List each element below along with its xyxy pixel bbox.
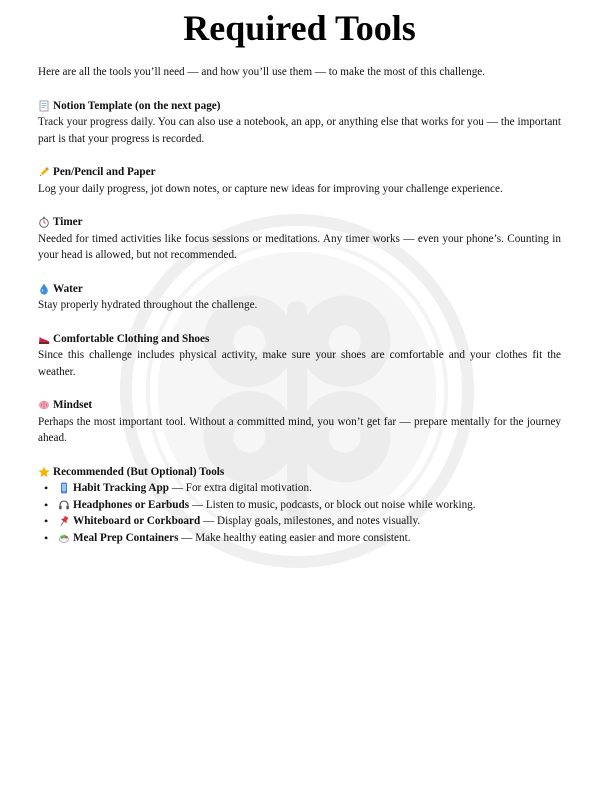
headphones-icon xyxy=(58,499,70,511)
optional-tool-item xyxy=(58,480,561,497)
brain-icon xyxy=(38,399,50,411)
droplet-icon xyxy=(38,283,50,295)
optional-tool-name: Meal Prep Containers xyxy=(73,531,179,544)
optional-tool-desc: — Listen to music, podcasts, or block out noise while working. xyxy=(189,498,476,511)
optional-tool-name: Habit Tracking App xyxy=(73,482,169,494)
tool-section-title: Pen/Pencil and Paper xyxy=(53,166,156,178)
intro-text: Here are all the tools you’ll need — and how you’ll use them — to make the most of this challenge. xyxy=(38,66,486,78)
tool-section-body: Log your daily progress, jot down notes, or capture new ideas for improving your challenge experience. xyxy=(38,182,503,195)
tool-section-heading xyxy=(38,281,561,298)
tool-section-title: Notion Template (on the next page) xyxy=(53,99,221,112)
optional-tool-name: Headphones or Earbuds xyxy=(73,498,190,511)
tool-section-heading xyxy=(38,164,561,181)
tool-section xyxy=(38,164,561,197)
salad-icon xyxy=(58,532,70,544)
tool-section-title: Timer xyxy=(53,216,83,228)
stopwatch-icon xyxy=(38,216,50,228)
pushpin-icon xyxy=(58,515,70,527)
tool-section-body: Stay properly hydrated throughout the challenge. xyxy=(38,299,258,311)
optional-tools-heading xyxy=(38,464,561,481)
page-title: Required Tools xyxy=(183,8,416,48)
pencil-icon xyxy=(38,166,50,178)
tool-section-title: Mindset xyxy=(53,399,93,411)
tool-section-body: Perhaps the most important tool. Without a committed mind, you won’t get far — prepare mentally for the journey ahead. xyxy=(38,415,561,444)
tool-section-heading xyxy=(38,397,561,414)
tool-section-title: Water xyxy=(53,282,83,295)
tool-section xyxy=(38,98,561,148)
optional-tool-item xyxy=(58,497,561,514)
tool-section xyxy=(38,281,561,314)
shoe-icon xyxy=(38,333,50,345)
tool-section-body: Since this challenge includes physical activity, make sure your shoes are comfortable and your clothes fit the weather. xyxy=(38,349,561,378)
optional-tools-section xyxy=(38,464,561,547)
tool-section-heading xyxy=(38,98,561,115)
phone-icon xyxy=(58,482,70,494)
tool-section xyxy=(38,331,561,381)
optional-tools-list xyxy=(38,480,561,546)
optional-tool-name: Whiteboard or Corkboard xyxy=(73,515,201,527)
tool-section-heading xyxy=(38,214,561,231)
tool-sections xyxy=(38,98,561,447)
memo-icon xyxy=(38,100,50,112)
optional-tool-desc: — Make healthy eating easier and more consistent. xyxy=(178,531,411,544)
tool-section xyxy=(38,214,561,264)
tool-section-heading xyxy=(38,331,561,348)
optional-tool-item xyxy=(58,513,561,530)
tool-section-title: Comfortable Clothing and Shoes xyxy=(53,332,210,345)
star-icon xyxy=(38,466,50,478)
tool-section xyxy=(38,397,561,447)
tool-section-body: Track your progress daily. You can also use a notebook, an app, or anything else that works for you — the important part is that your progress is recorded. xyxy=(38,116,561,145)
optional-tool-desc: — For extra digital motivation. xyxy=(168,482,312,494)
optional-tool-item xyxy=(58,530,561,547)
tool-section-body: Needed for timed activities like focus sessions or meditations. Any timer works — even your phone’s. Counting in your head is allowed, but not recommended. xyxy=(38,232,561,261)
optional-tools-title: Recommended (But Optional) Tools xyxy=(53,465,225,478)
optional-tool-desc: — Display goals, milestones, and notes visually. xyxy=(200,515,421,527)
